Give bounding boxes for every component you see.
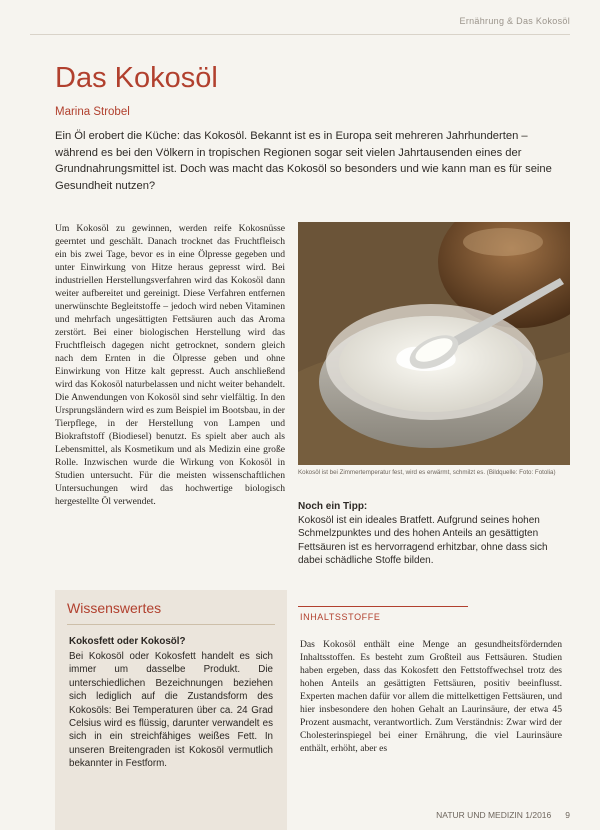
info-box	[55, 590, 287, 830]
article-lead: Ein Öl erobert die Küche: das Kokosöl. Bekannt ist es in Europa seit mehreren Jahrhunderten – während es bei den Völkern in tropischen Regionen sogar seit vielen Jahrtausenden eines der Grundnahrungsmittel ist. Doch was macht das Kokosöl so besonders und wie kann man es für seine Gesundheit nutzen?	[55, 130, 552, 192]
photo-caption: Kokosöl ist bei Zimmertemperatur fest, wird es erwärmt, schmilzt es. (Bildquelle: Foto: Fotolia)	[298, 469, 556, 476]
page-footer	[436, 810, 570, 820]
page-number: 9	[565, 810, 570, 820]
tip-text: Kokosöl ist ein ideales Bratfett. Aufgrund seines hohen Schmelzpunktes und des hohen Anteils an gesättigten Fettsäuren ist es hervorragend erhitzbar, ohne dass sich dabei schädliche Stoffe bilden.	[298, 514, 548, 567]
tip-title: Noch ein Tipp:	[298, 501, 368, 512]
info-box-subtitle: Kokosfett oder Kokosöl?	[69, 636, 186, 647]
info-box-title: Wissenswertes	[67, 600, 162, 616]
info-box-text: Bei Kokosöl oder Kokosfett handelt es sich immer um dasselbe Produkt. Die unterschiedlichen Bezeichnungen beziehen sich lediglich auf die Zustandsform des Kokosöls: Bei Temperaturen über ca. 24 Grad Celsius wird es flüssig, darunter verwandelt es sich in ein streichfähiges weißes Fett. In unseren Breitengraden ist Kokosöl vermutlich bekannter in Festform.	[69, 651, 273, 770]
header-divider	[30, 34, 570, 35]
section-rubric: Ernährung & Das Kokosöl	[459, 16, 570, 26]
section-divider	[298, 606, 468, 607]
body-text-left: Um Kokosöl zu gewinnen, werden reife Kokosnüsse geerntet und geschält. Danach trocknet das Fruchtfleisch ein bis zwei Tage, bevor es in eine Ölpresse gegeben und unter Einwirkung von Hitze heraus gepresst wird. Bei industriellen Herstellungsverfahren wird das Kokosöl dann weiter aufbereitet und gereinigt. Diese Verfahren entfernen unerwünschte Begleitstoffe – jedoch wird neben Vitaminen und mehrfach ungesättigten Fettsäuren auch das Aroma zerstört. Bei einer biologischen Herstellung wird das Fruchtfleisch dagegen nicht getrocknet, sondern gleich nach dem Ernten in die Ölpresse geben und ohne Einwirkung von Hitze kalt gepresst. Auch anschließend wird das Kokosöl naturbelassen und nicht weiter behandelt. Die Anwendungen von Kokosöl sind sehr vielfältig. In den Ursprungsländern wird es zum Beispiel im Bootsbau, in der Tierpflege, in der Herstellung von Lampen und Biokraftstoff (Biodiesel) benutzt. Es spielt aber auch als Lebensmittel, als Kosmetikum und als Medizin eine große Rolle. Inzwischen wurde die Wirkung von Kokosöl in Studien untersucht. Für die meisten wissenschaftlichen Untersuchungen wird das hochwertige biologisch hergestellte Öl verwendet.	[55, 223, 285, 507]
info-box-divider	[67, 624, 275, 625]
coconut-oil-photo	[298, 222, 570, 465]
article-title: Das Kokosöl	[55, 62, 218, 94]
section-heading: INHALTSSTOFFE	[300, 612, 381, 622]
article-author: Marina Strobel	[55, 106, 130, 118]
magazine-issue: NATUR UND MEDIZIN 1/2016	[436, 810, 552, 820]
tip-box	[298, 500, 560, 568]
body-text-right: Das Kokosöl enthält eine Menge an gesundheitsfördernden Inhaltsstoffen. Es besteht zum Großteil aus Fettsäuren. Studien haben ergeben, dass das Kokosfett den Fettstoffwechsel trotz des hohen Anteils an gesättigten Fettsäuren, positiv beeinflusst. Experten machen dafür vor allem die mittelkettigen Fettsäuren, und hier insbesondere den hohen Gehalt an Laurinsäure, der etwa 45 Prozent ausmacht, verantwortlich. Zum Verständnis: Zwar wird der Cholesterinspiegel bei einer Ernährung, die viel Laurinsäure enthält, erhöht, aber es	[300, 639, 562, 754]
